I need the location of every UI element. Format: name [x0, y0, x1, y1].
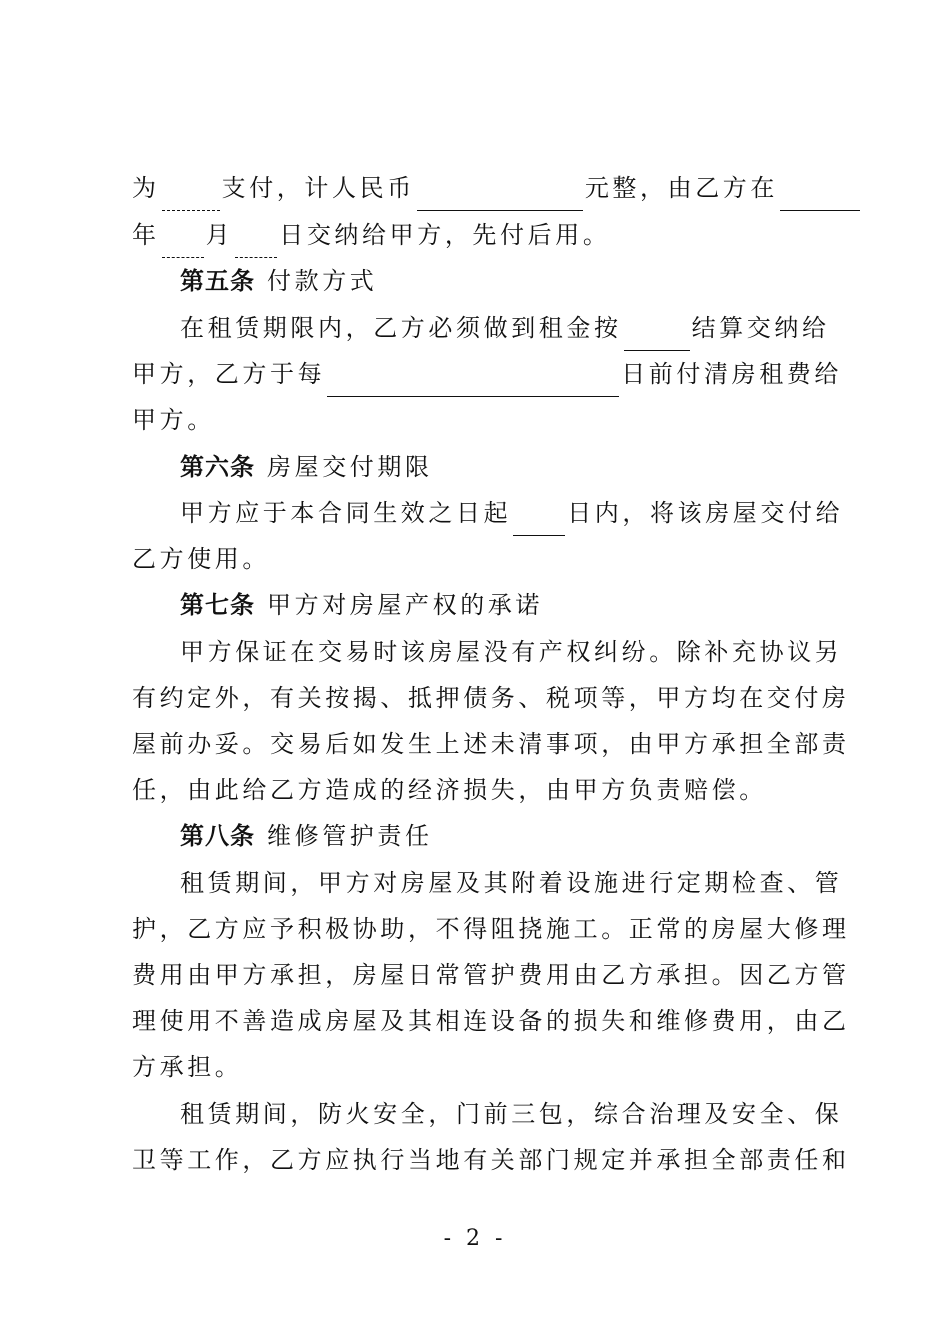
article-title: 甲方对房屋产权的承诺 — [267, 591, 543, 619]
text-line — [132, 351, 843, 397]
text-line: 有约定外，有关按揭、抵押债务、税项等，甲方均在交付房 — [132, 684, 850, 712]
article-6-heading — [180, 444, 880, 490]
blank-field — [162, 176, 220, 211]
text: 元整，由乙方在 — [584, 174, 779, 202]
article-8-heading — [180, 813, 880, 859]
text-line — [180, 490, 880, 536]
text: 日交纳给甲方，先付后用。 — [279, 221, 611, 249]
text: 结算交纳给 — [691, 314, 830, 342]
blank-field — [235, 223, 277, 258]
text-line — [132, 212, 832, 258]
text-line: 任，由此给乙方造成的经济损失，由甲方负责赔偿。 — [132, 776, 767, 804]
text-line: 屋前办妥。交易后如发生上述未清事项，由甲方承担全部责 — [132, 730, 850, 758]
article-number: 第八条 — [180, 822, 255, 850]
article-title: 付款方式 — [267, 267, 378, 295]
text: 日前付清房租费给 — [621, 360, 843, 388]
text-line: 卫等工作，乙方应执行当地有关部门规定并承担全部责任和 — [132, 1146, 850, 1174]
text: 日内，将该房屋交付给 — [567, 499, 844, 527]
text: 年 — [132, 221, 160, 249]
text-line: 租赁期间，甲方对房屋及其附着设施进行定期检查、管 — [180, 869, 843, 897]
article-title: 房屋交付期限 — [267, 453, 433, 481]
text-line: 费用由甲方承担，房屋日常管护费用由乙方承担。因乙方管 — [132, 961, 850, 989]
text: 支付，计人民币 — [221, 174, 415, 202]
blank-field — [162, 223, 204, 258]
text-line: 理使用不善造成房屋及其相连设备的损失和维修费用，由乙 — [132, 1007, 850, 1035]
text-line: 方承担。 — [132, 1053, 243, 1081]
text-line: 租赁期间，防火安全，门前三包，综合治理及安全、保 — [180, 1100, 843, 1128]
article-7-heading — [180, 582, 880, 628]
text: 甲方，乙方于每 — [132, 360, 326, 388]
article-number: 第七条 — [180, 591, 255, 619]
blank-field — [780, 176, 860, 211]
text-line: 护，乙方应予积极协助，不得阻挠施工。正常的房屋大修理 — [132, 915, 850, 943]
text-line — [180, 305, 880, 351]
article-5-heading — [180, 258, 880, 304]
article-title: 维修管护责任 — [267, 822, 433, 850]
text-line: 甲方。 — [132, 406, 215, 434]
article-number: 第六条 — [180, 453, 255, 481]
article-number: 第五条 — [180, 267, 255, 295]
text: 甲方应于本合同生效之日起 — [180, 499, 512, 527]
text: 在租赁期限内，乙方必须做到租金按 — [180, 314, 622, 342]
text: 为 — [132, 174, 160, 202]
blank-field — [624, 316, 690, 351]
text-line: 乙方使用。 — [132, 545, 270, 573]
text-line: 甲方保证在交易时该房屋没有产权纠纷。除补充协议另 — [180, 638, 843, 666]
text: 月 — [205, 221, 234, 249]
blank-field — [417, 176, 583, 211]
page-number: - 2 - — [443, 1226, 507, 1251]
blank-field — [513, 501, 565, 536]
blank-field — [327, 362, 619, 397]
text-line — [132, 165, 832, 211]
